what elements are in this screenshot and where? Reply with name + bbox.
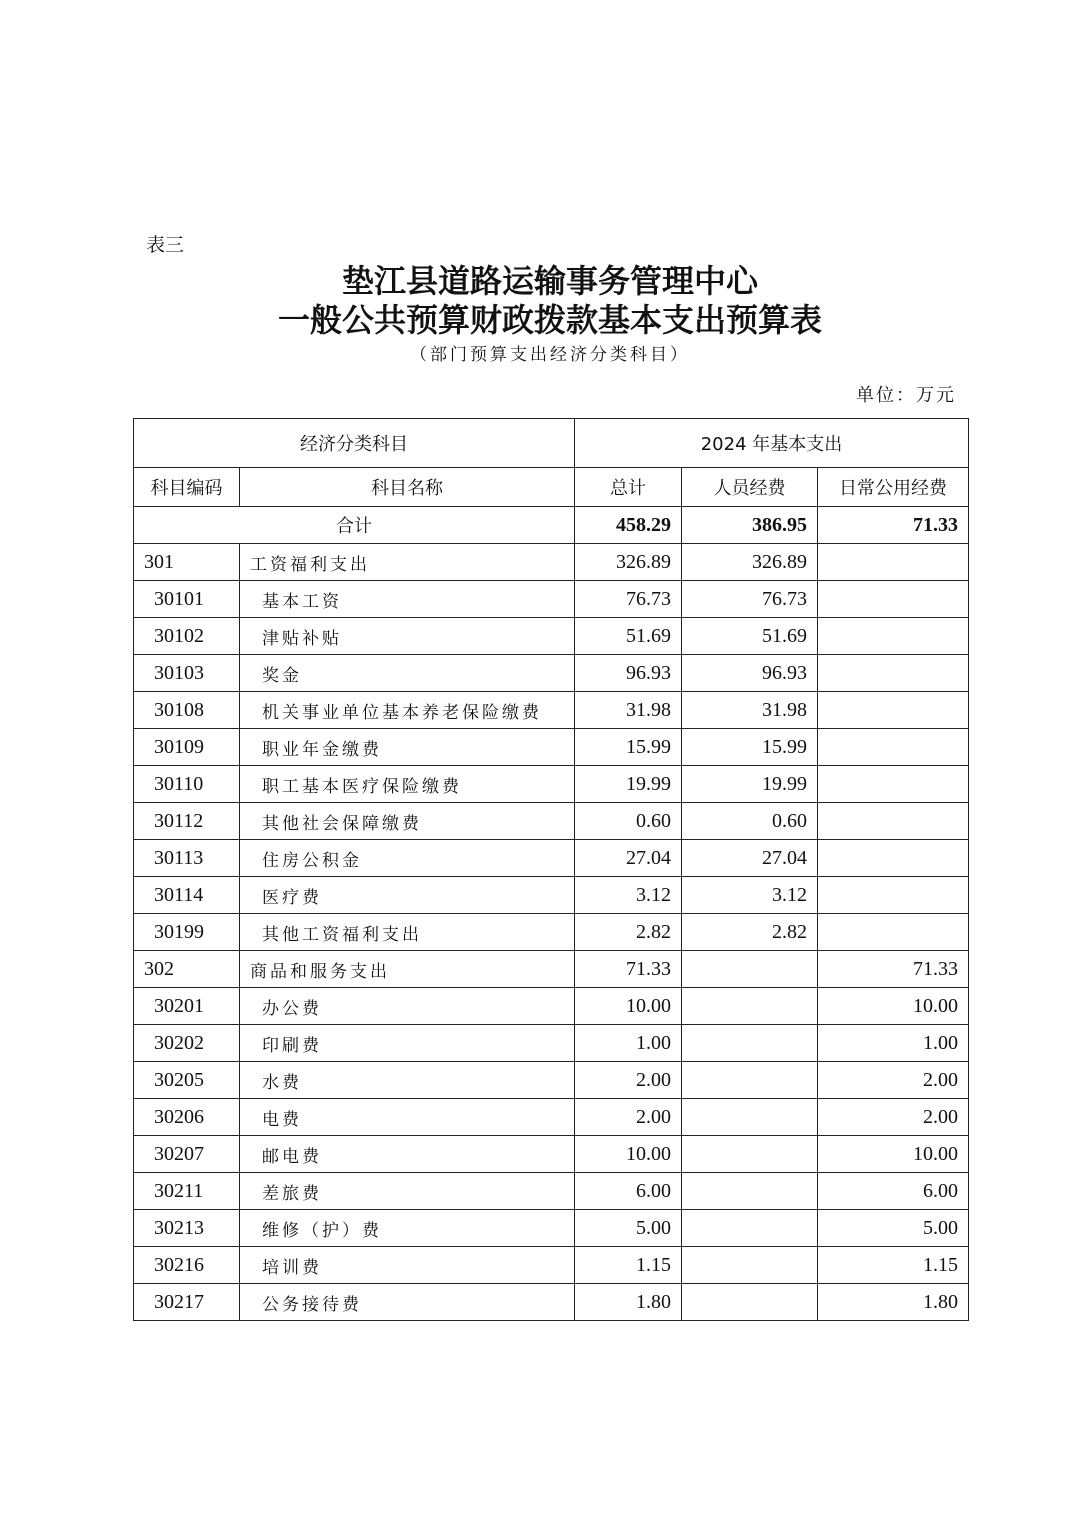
table-row	[134, 803, 969, 840]
row-public	[818, 914, 969, 951]
row-total: 31.98	[575, 692, 682, 729]
header-personnel: 人员经费	[682, 468, 818, 507]
page-title-line2: 一般公共预算财政拨款基本支出预算表	[277, 301, 822, 339]
row-personnel	[682, 1099, 818, 1136]
row-public: 1.00	[818, 1025, 969, 1062]
row-personnel	[682, 988, 818, 1025]
row-public: 71.33	[818, 951, 969, 988]
table-row	[134, 914, 969, 951]
table-row	[134, 729, 969, 766]
table-row	[134, 766, 969, 803]
row-total: 1.15	[575, 1247, 682, 1284]
table-row	[134, 1284, 969, 1321]
row-public	[818, 692, 969, 729]
row-name: 津贴补贴	[240, 618, 575, 655]
table-row	[134, 1136, 969, 1173]
row-personnel	[682, 1062, 818, 1099]
row-name: 电费	[240, 1099, 575, 1136]
row-name: 医疗费	[240, 877, 575, 914]
row-public: 1.80	[818, 1284, 969, 1321]
total-personnel: 386.95	[682, 507, 818, 544]
table-row	[134, 840, 969, 877]
row-name: 职工基本医疗保险缴费	[240, 766, 575, 803]
row-name: 维修（护）费	[240, 1210, 575, 1247]
row-name: 商品和服务支出	[240, 951, 575, 988]
row-personnel: 31.98	[682, 692, 818, 729]
row-personnel: 2.82	[682, 914, 818, 951]
header-code: 科目编码	[134, 468, 240, 507]
row-personnel: 51.69	[682, 618, 818, 655]
unit-label: 单位：万元	[856, 385, 956, 406]
table-row	[134, 544, 969, 581]
total-public: 71.33	[818, 507, 969, 544]
row-name: 基本工资	[240, 581, 575, 618]
row-total: 2.82	[575, 914, 682, 951]
row-name: 公务接待费	[240, 1284, 575, 1321]
row-total: 1.80	[575, 1284, 682, 1321]
header-basic-expenditure: 2024 年基本支出	[575, 419, 969, 468]
row-name: 办公费	[240, 988, 575, 1025]
page-title-line1: 垫江县道路运输事务管理中心	[341, 262, 758, 300]
row-total: 27.04	[575, 840, 682, 877]
header-row-columns	[134, 468, 969, 507]
row-code: 30108	[134, 692, 240, 729]
row-name: 其他工资福利支出	[240, 914, 575, 951]
row-name: 机关事业单位基本养老保险缴费	[240, 692, 575, 729]
row-public: 10.00	[818, 1136, 969, 1173]
table-row	[134, 1173, 969, 1210]
row-public: 2.00	[818, 1099, 969, 1136]
row-name: 工资福利支出	[240, 544, 575, 581]
row-public	[818, 877, 969, 914]
table-row	[134, 581, 969, 618]
row-total: 0.60	[575, 803, 682, 840]
row-personnel	[682, 1247, 818, 1284]
row-code: 30207	[134, 1136, 240, 1173]
row-personnel: 3.12	[682, 877, 818, 914]
row-public: 2.00	[818, 1062, 969, 1099]
total-total: 458.29	[575, 507, 682, 544]
row-code: 30211	[134, 1173, 240, 1210]
table-row	[134, 1210, 969, 1247]
row-name: 奖金	[240, 655, 575, 692]
row-code: 30114	[134, 877, 240, 914]
row-code: 30213	[134, 1210, 240, 1247]
row-personnel: 19.99	[682, 766, 818, 803]
row-code: 302	[134, 951, 240, 988]
header-name: 科目名称	[240, 468, 575, 507]
row-total: 5.00	[575, 1210, 682, 1247]
row-code: 30113	[134, 840, 240, 877]
row-public: 1.15	[818, 1247, 969, 1284]
row-personnel	[682, 1210, 818, 1247]
row-public	[818, 729, 969, 766]
table-row	[134, 618, 969, 655]
row-total: 2.00	[575, 1062, 682, 1099]
row-total: 76.73	[575, 581, 682, 618]
total-label: 合计	[134, 507, 575, 544]
row-public	[818, 803, 969, 840]
row-personnel	[682, 1173, 818, 1210]
row-code: 30112	[134, 803, 240, 840]
row-name: 水费	[240, 1062, 575, 1099]
budget-table	[133, 418, 969, 1321]
header-economic-category: 经济分类科目	[134, 419, 575, 468]
row-total: 96.93	[575, 655, 682, 692]
row-total: 3.12	[575, 877, 682, 914]
header-row-group	[134, 419, 969, 468]
row-code: 30206	[134, 1099, 240, 1136]
row-code: 30102	[134, 618, 240, 655]
table-row	[134, 988, 969, 1025]
row-total: 6.00	[575, 1173, 682, 1210]
table-row	[134, 951, 969, 988]
row-public	[818, 655, 969, 692]
table-row	[134, 655, 969, 692]
table-row	[134, 692, 969, 729]
table-number-label: 表三	[146, 234, 185, 256]
row-public: 5.00	[818, 1210, 969, 1247]
row-code: 30201	[134, 988, 240, 1025]
row-personnel: 326.89	[682, 544, 818, 581]
row-total: 15.99	[575, 729, 682, 766]
row-name: 印刷费	[240, 1025, 575, 1062]
table-row	[134, 1062, 969, 1099]
row-code: 30103	[134, 655, 240, 692]
total-row	[134, 507, 969, 544]
row-total: 71.33	[575, 951, 682, 988]
row-personnel	[682, 951, 818, 988]
row-code: 30217	[134, 1284, 240, 1321]
row-public	[818, 840, 969, 877]
row-name: 其他社会保障缴费	[240, 803, 575, 840]
table-row	[134, 1025, 969, 1062]
table-row	[134, 877, 969, 914]
row-code: 30216	[134, 1247, 240, 1284]
row-public	[818, 544, 969, 581]
row-personnel	[682, 1284, 818, 1321]
row-code: 30109	[134, 729, 240, 766]
row-code: 30202	[134, 1025, 240, 1062]
row-name: 培训费	[240, 1247, 575, 1284]
row-public	[818, 618, 969, 655]
table-row	[134, 1099, 969, 1136]
row-name: 差旅费	[240, 1173, 575, 1210]
row-personnel	[682, 1025, 818, 1062]
row-total: 10.00	[575, 988, 682, 1025]
row-personnel: 76.73	[682, 581, 818, 618]
row-public: 6.00	[818, 1173, 969, 1210]
row-name: 职业年金缴费	[240, 729, 575, 766]
row-name: 邮电费	[240, 1136, 575, 1173]
table-row	[134, 1247, 969, 1284]
row-public	[818, 581, 969, 618]
row-personnel: 96.93	[682, 655, 818, 692]
row-total: 51.69	[575, 618, 682, 655]
row-public: 10.00	[818, 988, 969, 1025]
row-total: 326.89	[575, 544, 682, 581]
row-public	[818, 766, 969, 803]
row-code: 30205	[134, 1062, 240, 1099]
row-name: 住房公积金	[240, 840, 575, 877]
page-subtitle: （部门预算支出经济分类科目）	[410, 345, 690, 365]
row-personnel: 0.60	[682, 803, 818, 840]
row-code: 301	[134, 544, 240, 581]
header-public: 日常公用经费	[818, 468, 969, 507]
row-total: 1.00	[575, 1025, 682, 1062]
row-personnel: 27.04	[682, 840, 818, 877]
row-code: 30110	[134, 766, 240, 803]
row-total: 19.99	[575, 766, 682, 803]
header-total: 总计	[575, 468, 682, 507]
row-code: 30199	[134, 914, 240, 951]
row-total: 10.00	[575, 1136, 682, 1173]
row-personnel	[682, 1136, 818, 1173]
row-code: 30101	[134, 581, 240, 618]
row-personnel: 15.99	[682, 729, 818, 766]
row-total: 2.00	[575, 1099, 682, 1136]
